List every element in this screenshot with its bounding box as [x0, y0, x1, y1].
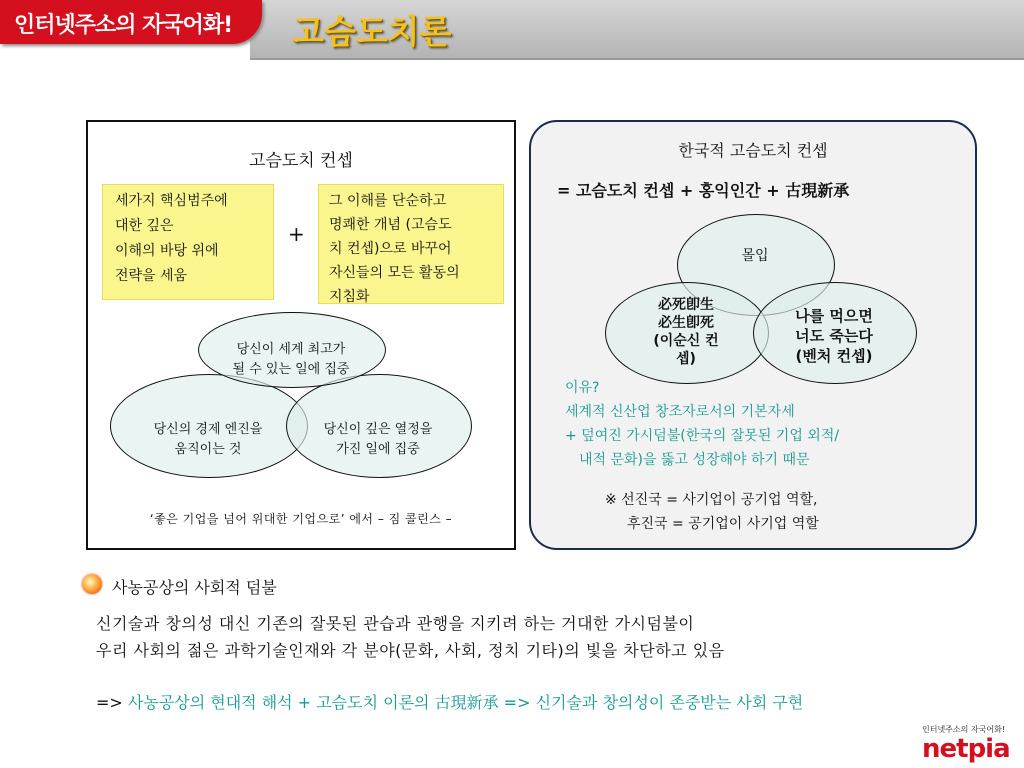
reason-line: 내적 문화)을 뚫고 성장해야 하기 때문	[579, 452, 810, 468]
footnote-line: 후진국 = 공기업이 사기업 역할	[627, 516, 819, 532]
footnote-line: ※ 선진국 = 사기업이 공기업 역할,	[605, 492, 818, 508]
venn-label-line: 당신의 경제 엔진을	[153, 422, 263, 437]
note-line: 그 이해를 단순하고	[329, 193, 447, 209]
venn-label-line: 必生卽死	[658, 315, 714, 331]
note-line: 자신들의 모든 활동의	[329, 265, 460, 281]
paragraph-line: 신기술과 창의성 대신 기존의 잘못된 관습과 관행을 지키려 하는 거대한 가시덤불이	[96, 614, 695, 633]
note-simple-concept	[318, 184, 504, 304]
hedgehog-concept-panel	[86, 120, 516, 550]
venn-label-line: 너도 죽는다	[795, 327, 873, 345]
footnote	[605, 488, 819, 536]
right-panel-title: 한국적 고슴도치 컨셉	[678, 141, 828, 160]
section-heading: 사농공상의 사회적 덤불	[112, 578, 277, 597]
venn-label-economic-engine	[110, 420, 306, 460]
note-line: 세가지 핵심범주에	[115, 193, 228, 209]
note-line: 명쾌한 개념 (고슴도	[329, 217, 452, 233]
venn-label-line: 가진 일에 집중	[336, 442, 420, 457]
note-line: 지침화	[329, 289, 370, 305]
venn-label-line: 될 수 있는 일에 집중	[232, 362, 350, 377]
reason-line: + 덮여진 가시덤불(한국의 잘못된 기업 외적/	[565, 428, 840, 444]
venn-label-line: 당신이 깊은 열정을	[323, 422, 433, 437]
korean-hedgehog-panel	[529, 120, 977, 550]
venn-label-yi-sun-sin	[635, 296, 737, 368]
reason-text	[565, 376, 839, 472]
netpia-logo: netpia	[922, 734, 1010, 764]
page-title: 고슴도치론	[292, 12, 452, 51]
venn-label-passion	[286, 420, 470, 460]
source-quote: ‘좋은 기업을 넘어 위대한 기업으로’ 에서 – 짐 콜린스 –	[149, 512, 453, 526]
conclusion-arrow: =>	[96, 693, 128, 712]
reason-line: 이유?	[565, 380, 600, 396]
venn-label-immersion: 몰입	[741, 248, 769, 264]
venn-label-line: 必死卽生	[658, 297, 714, 313]
note-line: 치 컨셉)으로 바꾸어	[329, 241, 452, 257]
logo-tagline: 인터넷주소의 자국어화!	[922, 725, 1006, 734]
brand-text: 인터넷주소의 자국어화!	[14, 13, 233, 38]
left-panel-title: 고슴도치 컨셉	[249, 151, 353, 171]
venn-label-venture	[771, 306, 897, 366]
paragraph-line: 우리 사회의 젊은 과학기술인재와 각 분야(문화, 사회, 정치 기타)의 빛을 차단하고 있음	[96, 641, 725, 660]
venn-label-line: 당신이 세계 최고가	[236, 342, 346, 357]
note-three-categories	[102, 184, 274, 300]
note-line: 대한 깊은	[115, 218, 174, 234]
venn-label-best-in-world	[198, 340, 384, 380]
reason-line: 세계적 신산업 창조자로서의 기본자세	[565, 404, 795, 420]
orange-bullet-icon	[82, 574, 102, 594]
conclusion	[96, 690, 803, 713]
venn-label-line: 나를 먹으면	[795, 307, 873, 325]
venn-label-line: 움직이는 것	[174, 442, 242, 457]
note-line: 이해의 바탕 위에	[115, 243, 219, 259]
concept-formula: = 고슴도치 컨셉 + 홍익인간 + 古現新承	[557, 181, 850, 200]
plus-sign: +	[288, 222, 305, 246]
section-paragraph	[96, 610, 725, 664]
conclusion-text: 사농공상의 현대적 해석 + 고슴도치 이론의 古現新承 => 신기술과 창의성이 존중받는 사회 구현	[127, 693, 804, 712]
note-line: 전략을 세움	[115, 268, 188, 284]
venn-label-line: (벤처 컨셉)	[795, 347, 873, 365]
venn-label-line: (이순신 컨	[653, 333, 719, 349]
venn-label-line: 셉)	[676, 351, 696, 367]
